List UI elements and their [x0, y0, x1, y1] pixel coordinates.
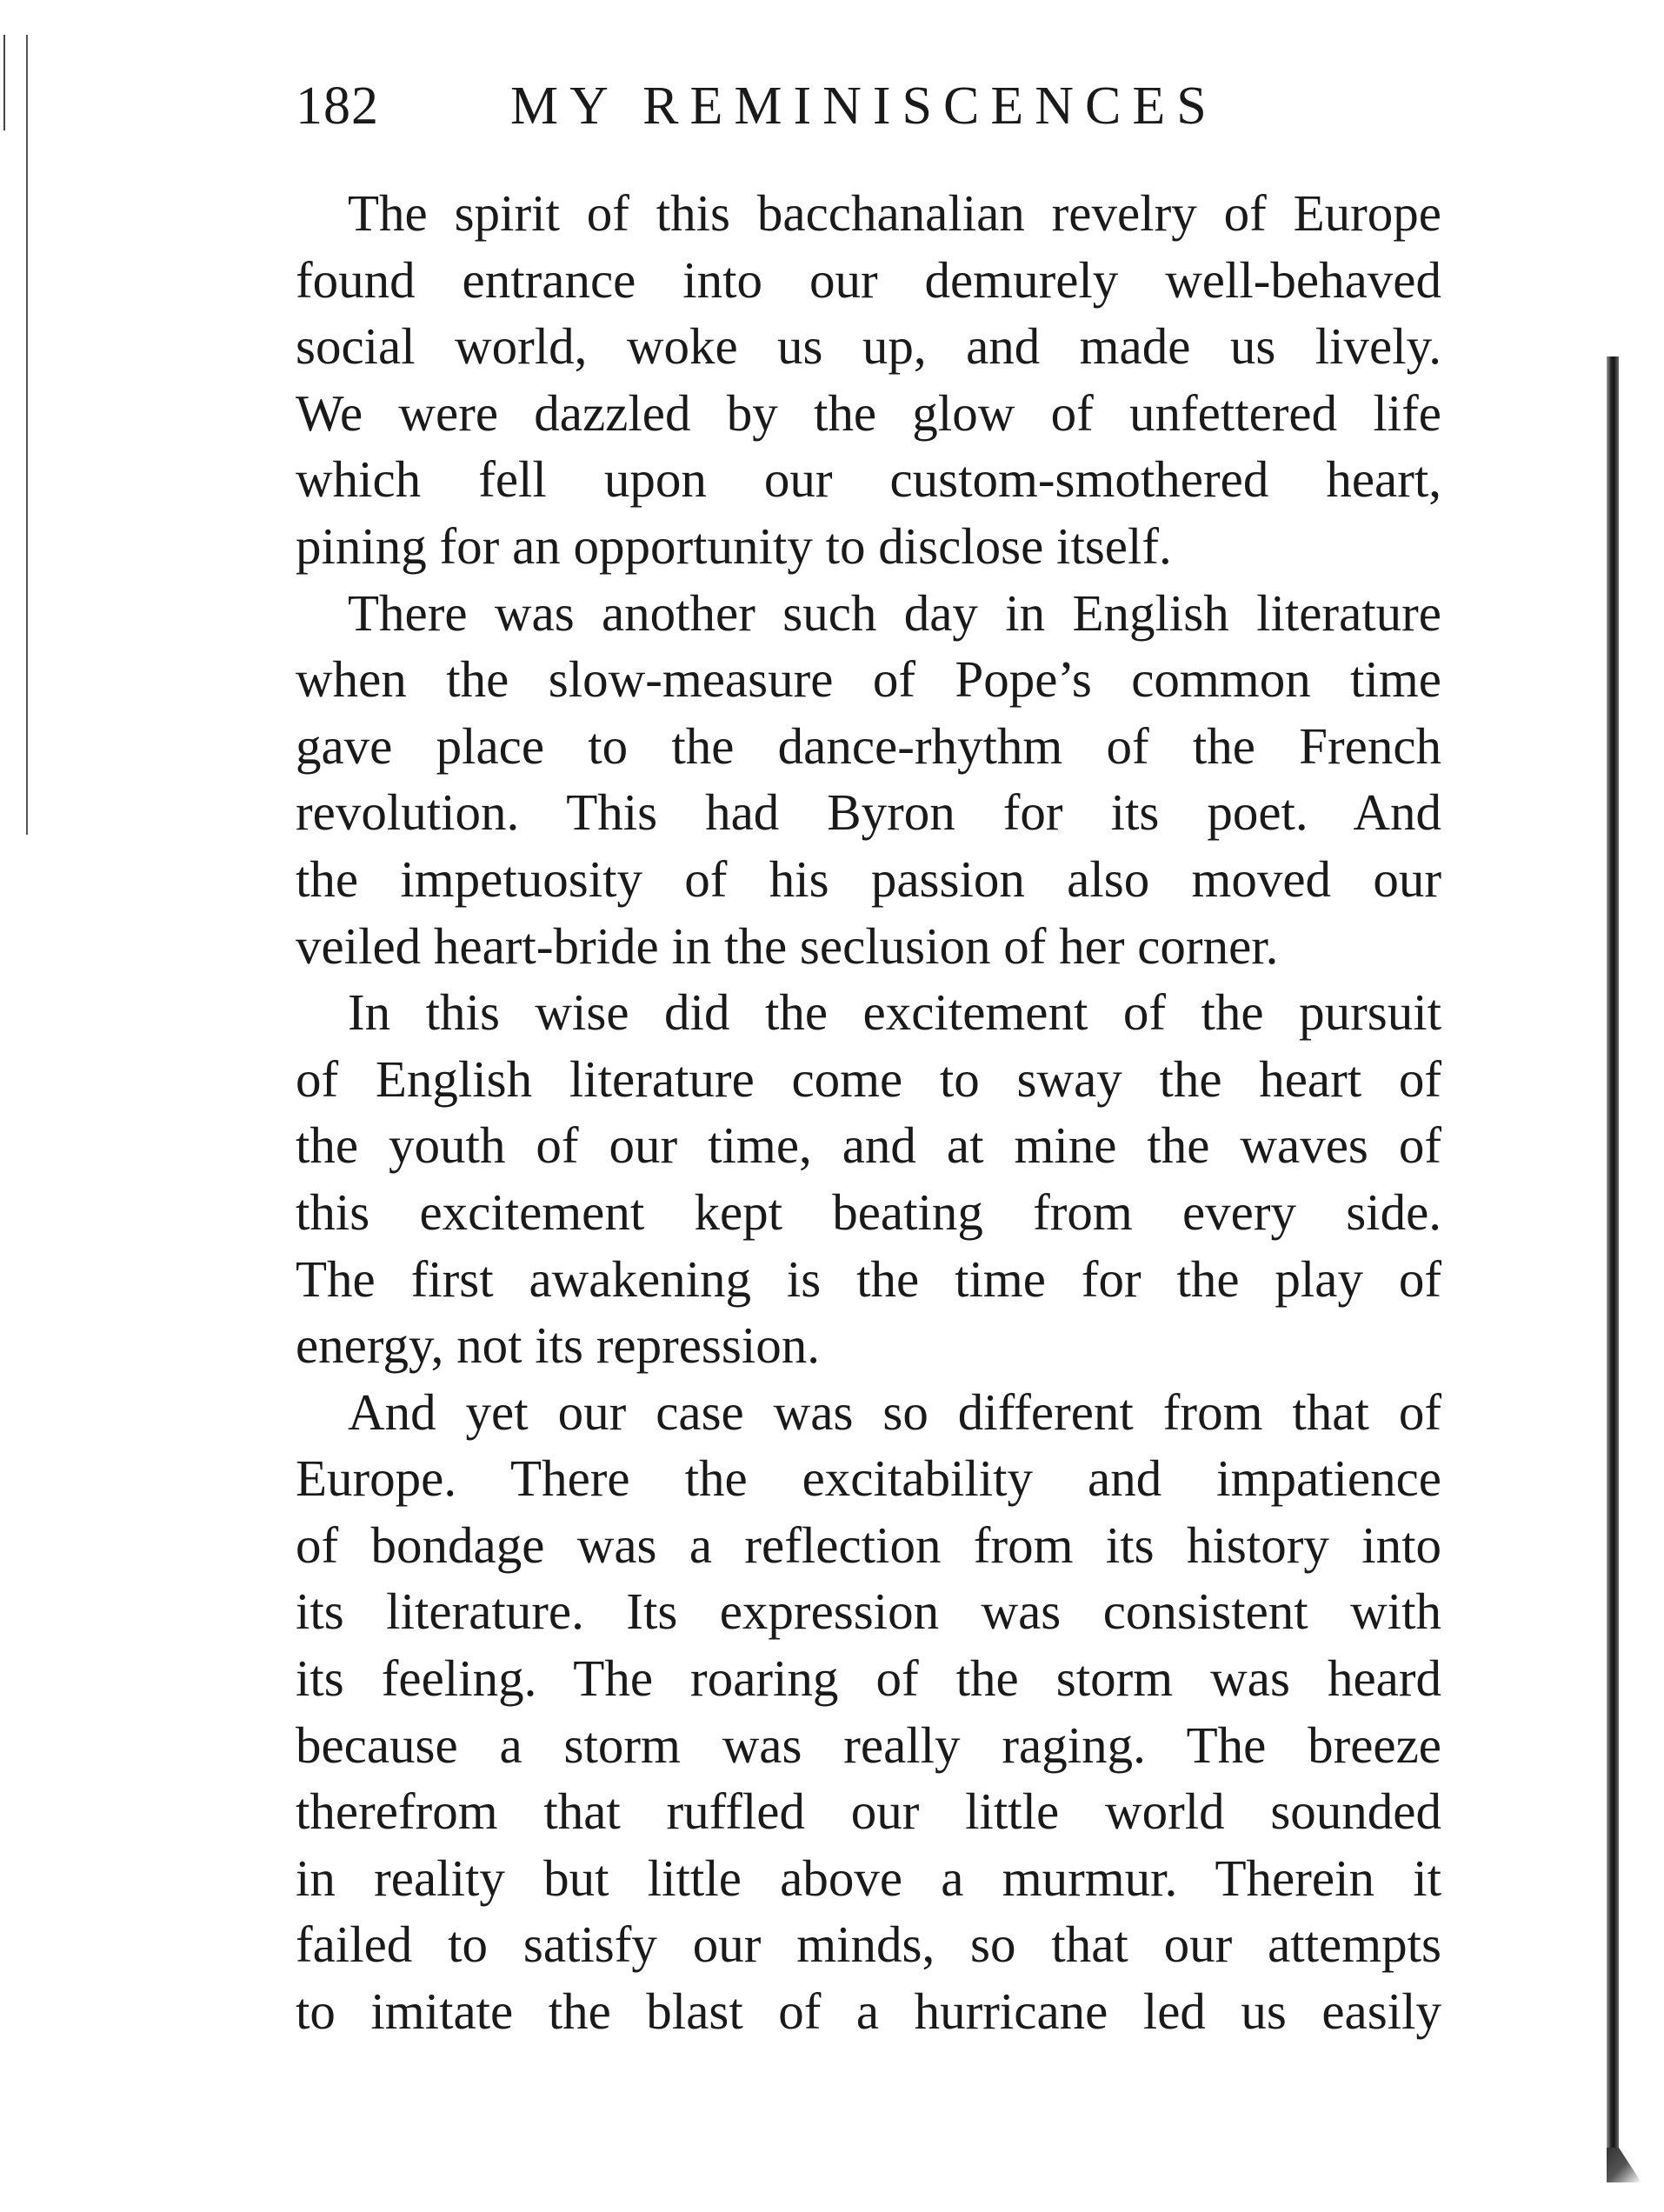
- text-line: when the slow-measure of Pope’s common time: [296, 650, 1441, 709]
- binding-edge-line: [3, 35, 5, 130]
- text-line: social world, woke us up, and made us lively.: [296, 317, 1441, 376]
- text-line: of English literature come to sway the heart of: [296, 1049, 1441, 1108]
- text-line: which fell upon our custom-smothered heart,: [296, 450, 1441, 509]
- text-line: its literature. Its expression was consistent with: [296, 1582, 1441, 1641]
- text-line: Europe. There the excitability and impatience: [296, 1449, 1441, 1508]
- running-head: [296, 71, 1443, 141]
- text-line: of bondage was a reflection from its history into: [296, 1516, 1441, 1574]
- page-edge-shadow: [1607, 356, 1619, 2182]
- text-line: The spirit of this bacchanalian revelry of Europe: [348, 184, 1441, 242]
- text-line: And yet our case was so different from that of: [348, 1382, 1441, 1441]
- text-line: There was another such day in English literature: [348, 583, 1441, 642]
- text-line: We were dazzled by the glow of unfettered life: [296, 383, 1441, 442]
- paragraph: [296, 580, 1441, 980]
- text-line: pining for an opportunity to disclose itself.: [296, 516, 1172, 575]
- text-line: the impetuosity of his passion also moved our: [296, 849, 1441, 908]
- text-line: the youth of our time, and at mine the waves of: [296, 1116, 1441, 1175]
- text-line: this excitement kept beating from every side.: [296, 1183, 1441, 1241]
- text-line: its feeling. The roaring of the storm was heard: [296, 1649, 1441, 1708]
- text-line: energy, not its repression.: [296, 1316, 820, 1375]
- text-line: revolution. This had Byron for its poet. And: [296, 783, 1441, 842]
- body-text: [296, 180, 1441, 2045]
- text-line: In this wise did the excitement of the pursuit: [348, 983, 1441, 1042]
- page-number: 182: [296, 77, 379, 136]
- text-line: gave place to the dance-rhythm of the French: [296, 716, 1441, 775]
- text-line: in reality but little above a murmur. Therein it: [296, 1849, 1441, 1907]
- text-line: failed to satisfy our minds, so that our attempts: [296, 1916, 1441, 1974]
- text-line: therefrom that ruffled our little world sounded: [296, 1782, 1441, 1841]
- paragraph: [296, 1379, 1441, 2045]
- running-title: MY REMINISCENCES: [510, 77, 1218, 136]
- text-line: to imitate the blast of a hurricane led us easily: [296, 1982, 1441, 2041]
- text-line: because a storm was really raging. The breeze: [296, 1716, 1441, 1774]
- paragraph: [296, 979, 1441, 1379]
- text-line: found entrance into our demurely well-behaved: [296, 250, 1441, 309]
- binding-edge-line: [26, 35, 28, 835]
- paragraph: [296, 180, 1441, 580]
- text-line: The first awakening is the time for the play of: [296, 1249, 1441, 1308]
- text-line: veiled heart-bride in the seclusion of her corner.: [296, 916, 1279, 975]
- page-edge-shadow: [1607, 2148, 1641, 2182]
